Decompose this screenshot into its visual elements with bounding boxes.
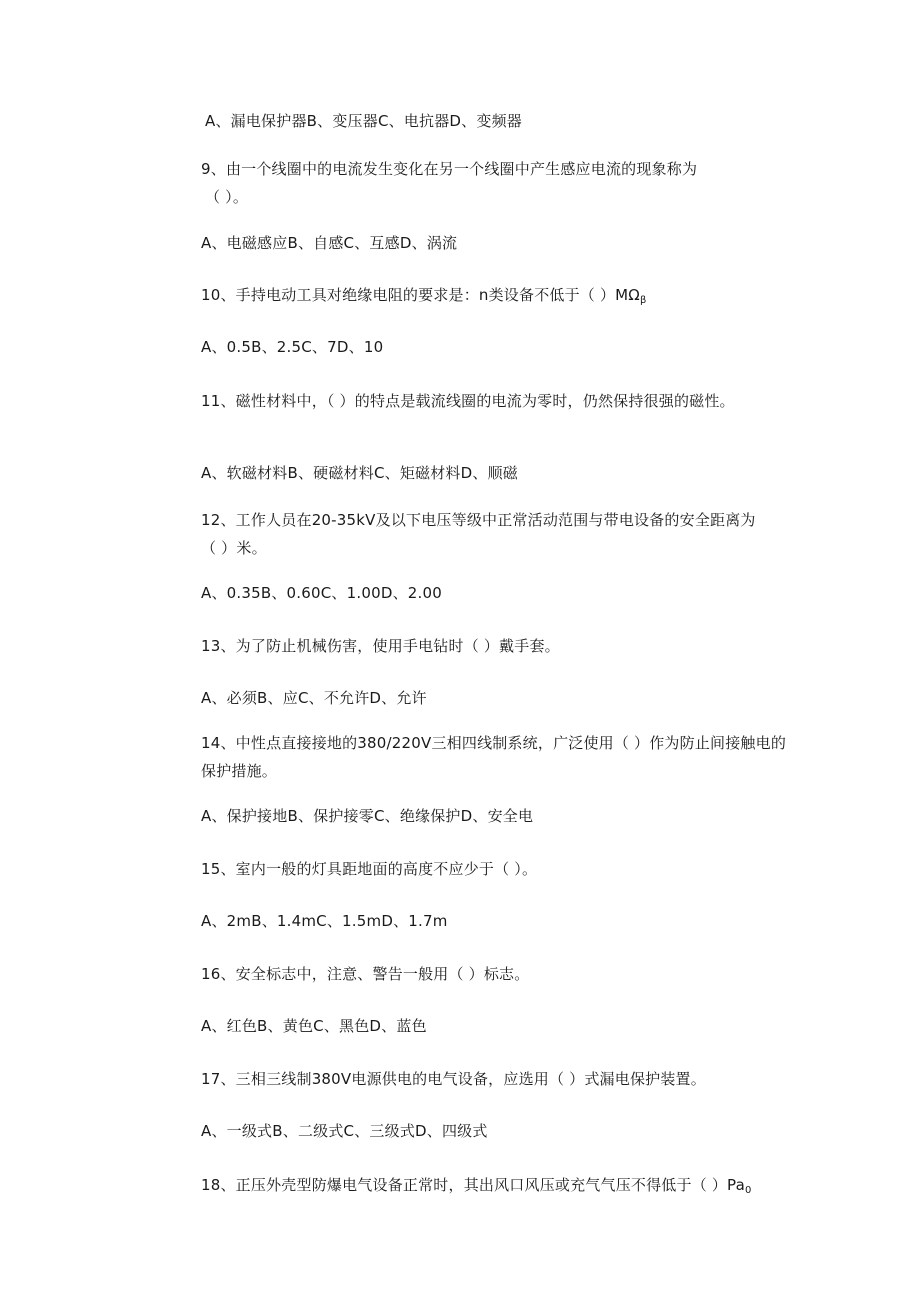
question-10-subscript: β	[639, 295, 647, 306]
question-18-subscript: 0	[745, 1185, 752, 1196]
question-10-text: 10、手持电动工具对绝缘电阻的要求是：n类设备不低于（ ）MΩ	[201, 286, 640, 304]
question-18-text: 18、正压外壳型防爆电气设备正常时，其出风口风压或充气气压不得低于（ ）Pa	[201, 1176, 746, 1194]
question-14-continued: 保护措施。	[201, 762, 278, 780]
question-9-continued: （ ）。	[205, 188, 249, 206]
answer-options-13: A、必须B、应C、不允许D、允许	[201, 689, 427, 707]
question-12: 12、工作人员在20-35kV及以下电压等级中正常活动范围与带电设备的安全距离为	[201, 511, 756, 529]
answer-options-11: A、软磁材料B、硬磁材料C、矩磁材料D、顺磁	[201, 464, 518, 482]
answer-options-17: A、一级式B、二级式C、三级式D、四级式	[201, 1122, 488, 1140]
answer-options-8: A、漏电保护器B、变压器C、电抗器D、变频器	[205, 112, 522, 130]
answer-options-15: A、2mB、1.4mC、1.5mD、1.7m	[201, 912, 448, 930]
question-12-continued: （ ）米。	[201, 539, 267, 557]
question-9: 9、由一个线圈中的电流发生变化在另一个线圈中产生感应电流的现象称为	[201, 160, 698, 178]
answer-options-10: A、0.5B、2.5C、7D、10	[201, 338, 384, 356]
question-13: 13、为了防止机械伤害，使用手电钻时（ ）戴手套。	[201, 637, 560, 655]
question-14: 14、中性点直接接地的380/220V三相四线制系统，广泛使用（ ）作为防止间接触电的	[201, 734, 787, 752]
answer-options-16: A、红色B、黄色C、黑色D、蓝色	[201, 1017, 427, 1035]
question-11: 11、磁性材料中，（ ）的特点是载流线圈的电流为零时，仍然保持很强的磁性。	[201, 392, 735, 410]
question-16: 16、安全标志中，注意、警告一般用（ ）标志。	[201, 965, 530, 983]
answer-options-14: A、保护接地B、保护接零C、绝缘保护D、安全电	[201, 807, 534, 825]
question-17: 17、三相三线制380V电源供电的电气设备，应选用（ ）式漏电保护装置。	[201, 1070, 706, 1088]
answer-options-12: A、0.35B、0.60C、1.00D、2.00	[201, 584, 442, 602]
question-10	[201, 285, 647, 311]
question-15: 15、室内一般的灯具距地面的高度不应少于（ ）。	[201, 860, 538, 878]
question-18	[201, 1175, 752, 1201]
answer-options-9: A、电磁感应B、自感C、互感D、涡流	[201, 234, 458, 252]
